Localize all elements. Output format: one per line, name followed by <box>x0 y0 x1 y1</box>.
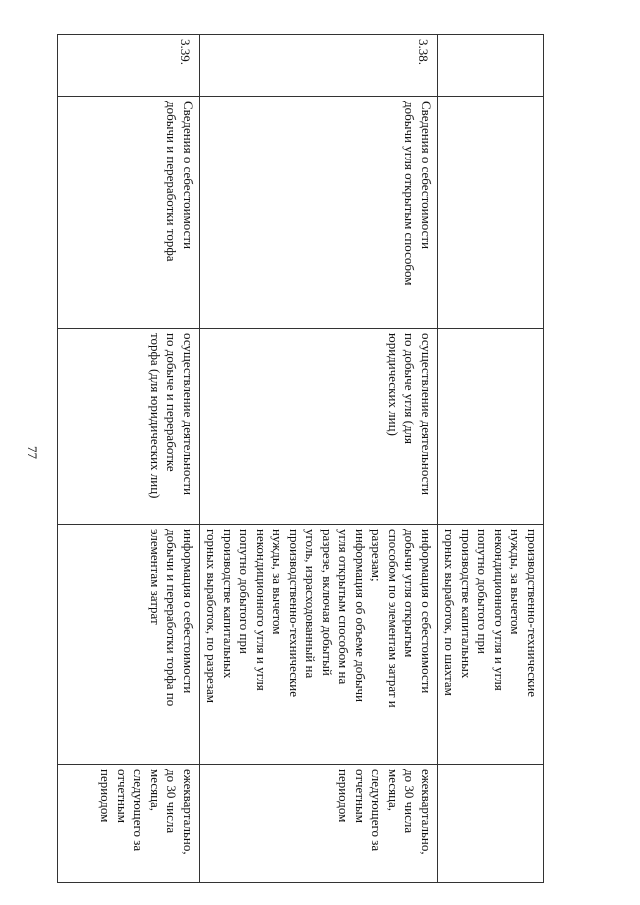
cell-text-line: производственно-технические <box>525 529 540 698</box>
table-row <box>58 35 200 883</box>
cell-responsible <box>58 329 200 525</box>
cell-text-line: уголь, израсходованный на <box>303 529 319 679</box>
cell-responsible <box>438 329 544 525</box>
cell-text-line: добычи и переработки торфа по <box>164 529 180 707</box>
cell-text-line: способом по элементам затрат и <box>386 529 401 708</box>
data-table <box>57 34 544 883</box>
cell-text-line: периодом <box>98 769 114 823</box>
cell-text-line: торфа (для юридических лиц) <box>148 333 163 499</box>
cell-text-line: производстве капитальных <box>221 529 236 679</box>
cell-text-line: разрезам; <box>369 529 385 582</box>
cell-text-line: отчетным <box>115 769 130 823</box>
cell-number <box>438 35 544 97</box>
cell-term <box>438 765 544 883</box>
cell-text-line: горных выработок, по шахтам <box>442 529 458 696</box>
cell-text-line: месяца, <box>148 769 163 812</box>
cell-text-line: добычи и переработки торфа <box>164 101 180 262</box>
cell-text-line: некондиционного угля и угля <box>492 529 507 691</box>
cell-text-line: 3.38. <box>416 39 431 65</box>
cell-text-line: информация о себестоимости <box>181 529 196 694</box>
cell-text-line: по добыче угля (для <box>402 333 418 445</box>
cell-text-line: информация об объеме добычи <box>353 529 368 703</box>
table-row <box>438 35 544 883</box>
cell-text-line: информация о себестоимости <box>419 529 434 694</box>
cell-text-line: периодом <box>336 769 352 823</box>
cell-text-line: до 30 числа <box>402 769 418 834</box>
page-number: 77 <box>25 446 40 459</box>
cell-text-line: производстве капитальных <box>459 529 474 679</box>
cell-name <box>58 97 200 329</box>
cell-content <box>58 525 200 765</box>
cell-name <box>438 97 544 329</box>
cell-text-line: элементам затрат <box>148 529 163 625</box>
cell-text-line: добычи угля открытым <box>402 529 418 658</box>
cell-text-line: следующего за <box>369 769 385 852</box>
cell-text-line: до 30 числа <box>164 769 180 834</box>
cell-number <box>200 35 438 97</box>
cell-text-line: угля открытым способом на <box>336 529 352 685</box>
cell-text-line: горных выработок, по разрезам <box>204 529 220 704</box>
cell-text-line: месяца, <box>386 769 401 812</box>
cell-text-line: ежеквартально, <box>419 769 434 855</box>
cell-term <box>58 765 200 883</box>
cell-text-line: 3.39. <box>178 39 193 65</box>
cell-text-line: осуществление деятельности <box>419 333 434 496</box>
cell-text-line: нужды, за вычетом <box>508 529 524 635</box>
cell-text-line: добычи угля открытым способом <box>402 101 418 286</box>
rotated-table-wrapper <box>72 34 544 882</box>
cell-content <box>200 525 438 765</box>
cell-text-line: попутно добытого при <box>475 529 491 654</box>
cell-responsible <box>200 329 438 525</box>
cell-text-line: юридических лиц) <box>386 333 401 436</box>
cell-name <box>200 97 438 329</box>
cell-text-line: нужды, за вычетом <box>270 529 286 635</box>
cell-content <box>438 525 544 765</box>
cell-text-line: Сведения о себестоимости <box>181 101 196 250</box>
cell-text-line: некондиционного угля и угля <box>254 529 269 691</box>
cell-text-line: по добыче и переработке <box>164 333 180 472</box>
cell-text-line: производственно-технические <box>287 529 302 698</box>
cell-number <box>58 35 200 97</box>
cell-text-line: ежеквартально, <box>181 769 196 855</box>
cell-text-line: разрезе, включая добытый <box>320 529 335 676</box>
cell-term <box>200 765 438 883</box>
table-row <box>200 35 438 883</box>
cell-text-line: попутно добытого при <box>237 529 253 654</box>
cell-text-line: Сведения о себестоимости <box>419 101 434 250</box>
cell-text-line: осуществление деятельности <box>181 333 196 496</box>
cell-text-line: следующего за <box>131 769 147 852</box>
cell-text-line: отчетным <box>353 769 368 823</box>
